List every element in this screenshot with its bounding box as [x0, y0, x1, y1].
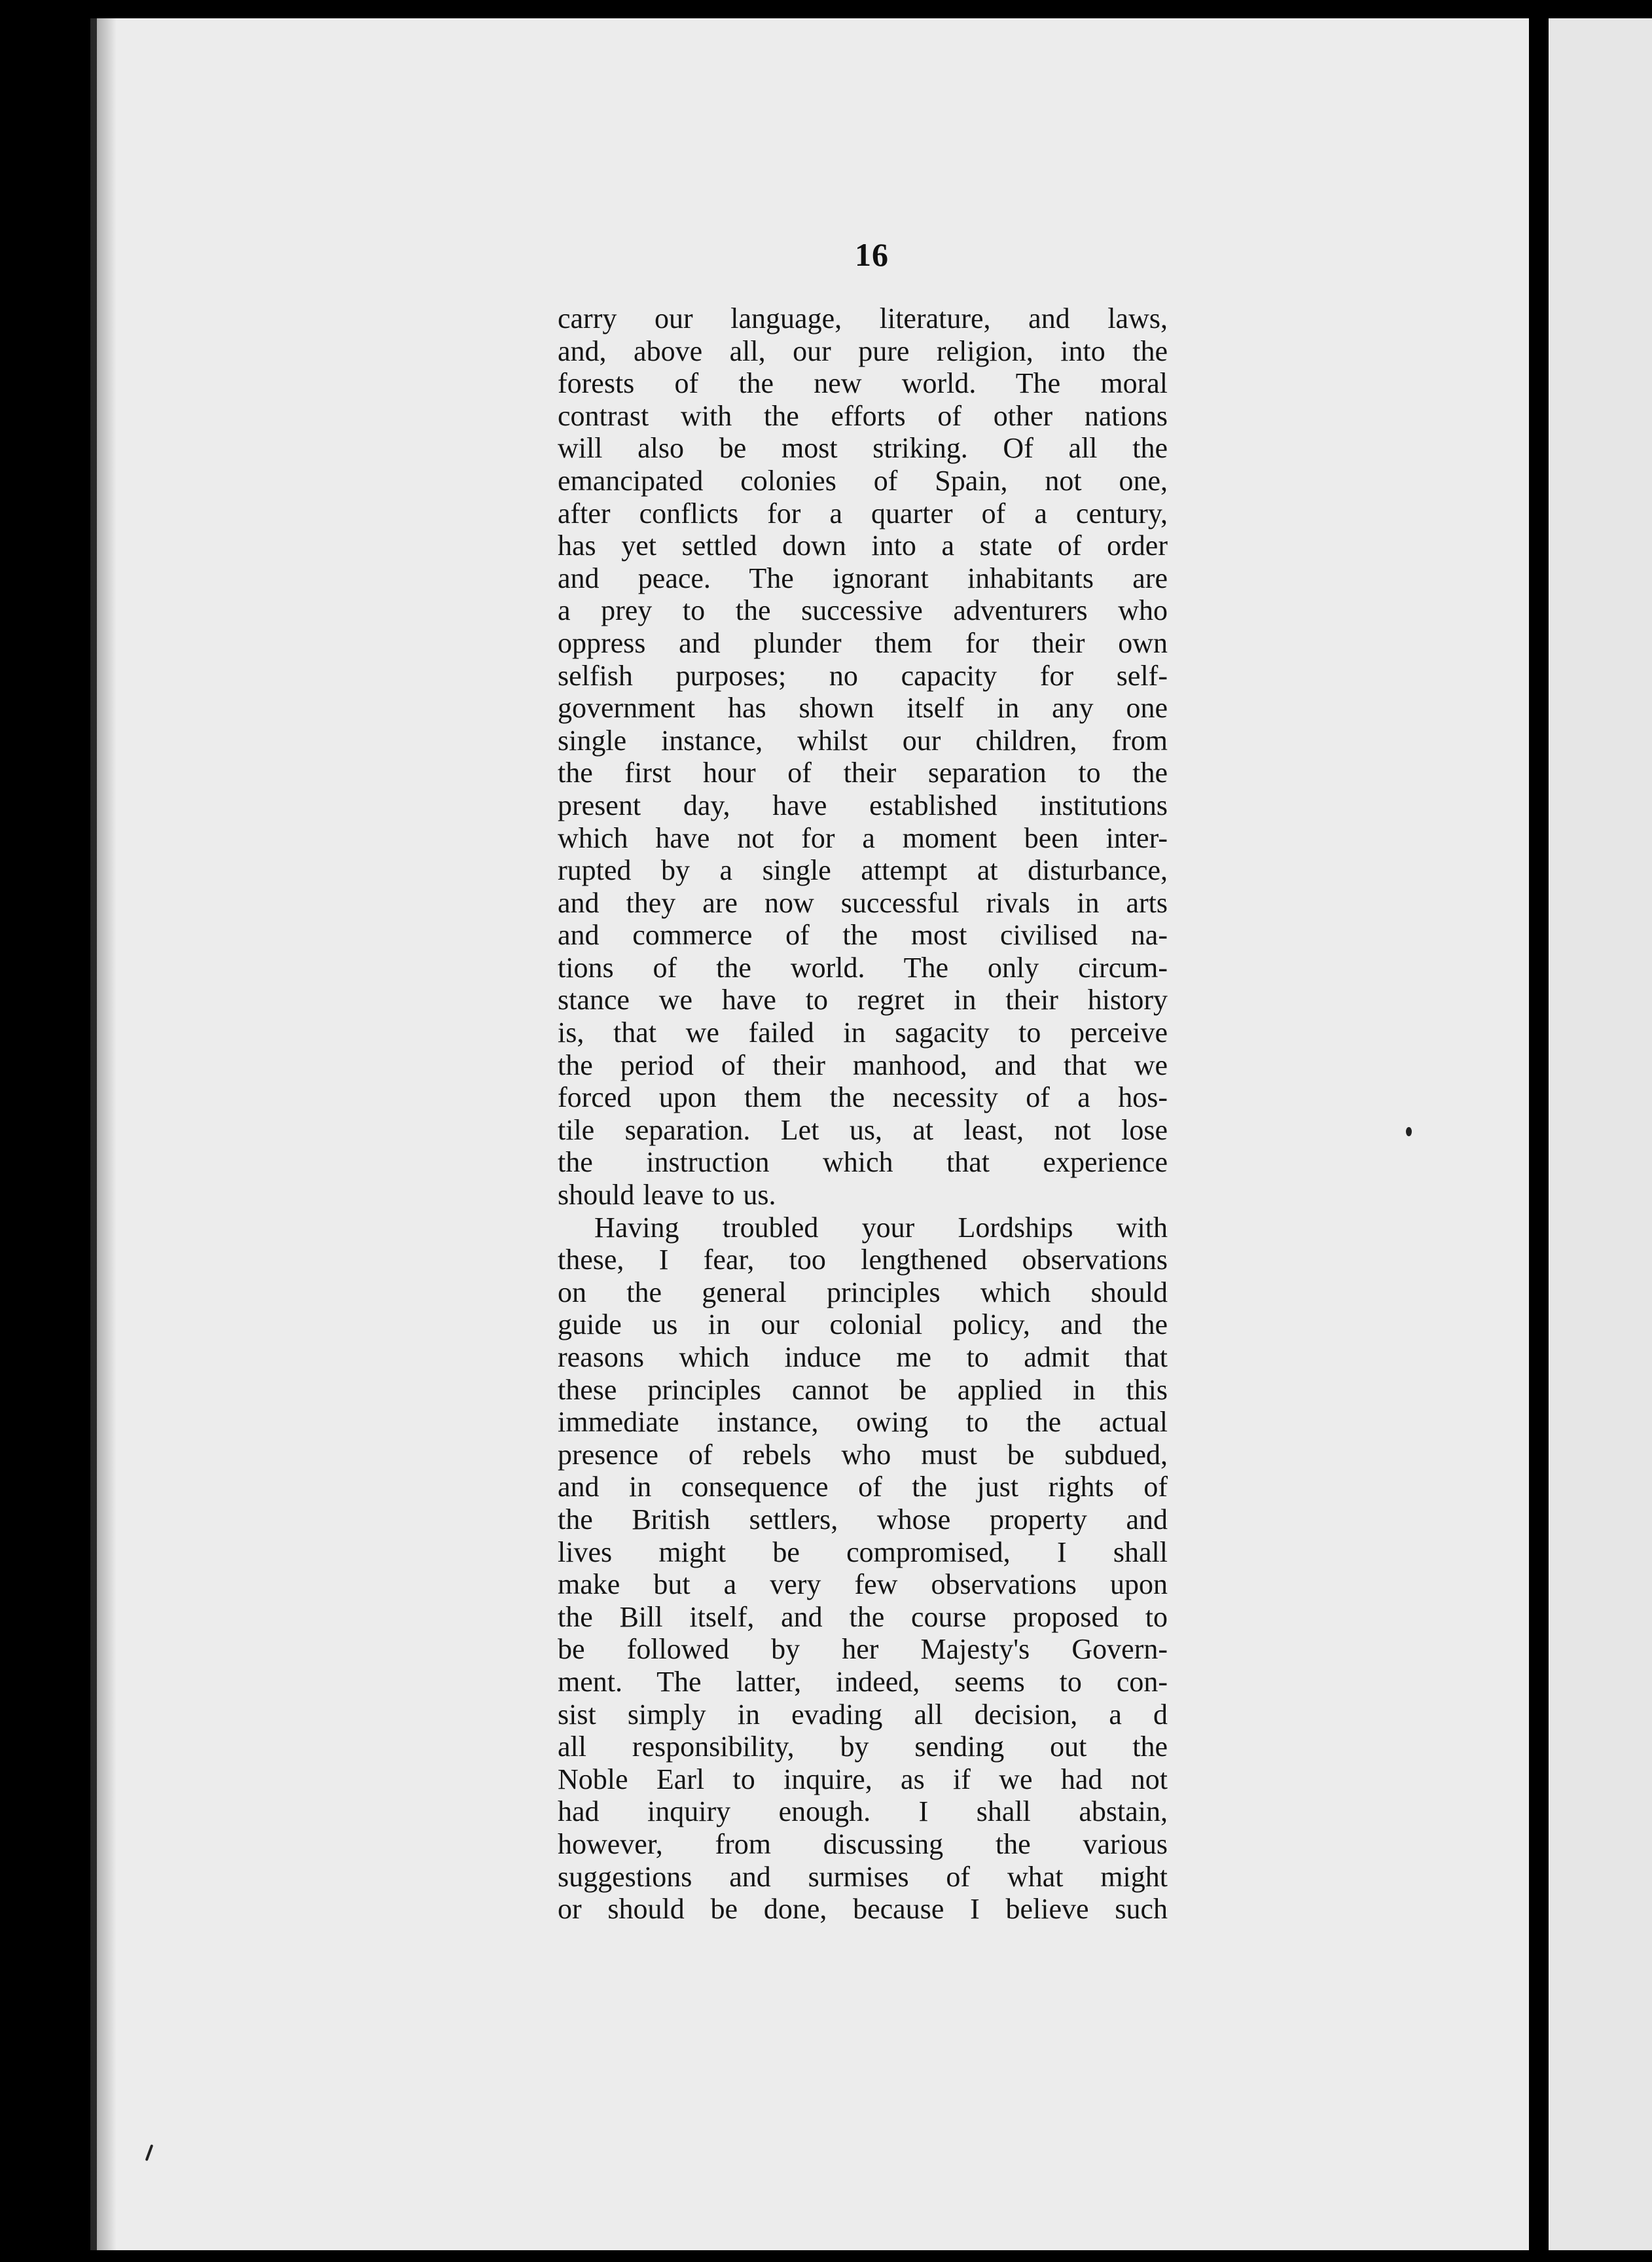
text-line: or should be done, because I believe such — [558, 1893, 1168, 1926]
text-line: tions of the world. The only circum- — [558, 951, 1168, 984]
text-line: present day, have established institutions — [558, 789, 1168, 821]
text-line: rupted by a single attempt at disturbance, — [558, 854, 1168, 887]
text-line: the instruction which that experience — [558, 1146, 1168, 1179]
text-line: sist simply in evading all decision, a d — [558, 1698, 1168, 1731]
text-line: the period of their manhood, and that we — [558, 1049, 1168, 1081]
text-line: oppress and plunder them for their own — [558, 626, 1168, 659]
text-line: guide us in our colonial policy, and the — [558, 1308, 1168, 1341]
text-line: the Bill itself, and the course proposed to — [558, 1600, 1168, 1633]
ink-speck — [1406, 1127, 1412, 1136]
paragraph-start-line: Having troubled your Lordships with — [594, 1211, 1168, 1244]
text-line: these, I fear, too lengthened observations — [558, 1244, 1168, 1276]
text-line: emancipated colonies of Spain, not one, — [558, 464, 1168, 497]
page-gutter-shadow — [90, 18, 117, 2250]
page-number — [0, 236, 1652, 274]
text-line: be followed by her Majesty's Govern- — [558, 1633, 1168, 1666]
text-line: government has shown itself in any one — [558, 692, 1168, 725]
text-line: however, from discussing the various — [558, 1827, 1168, 1860]
text-line: contrast with the efforts of other nations — [558, 399, 1168, 432]
page-number-text: 16 — [855, 236, 889, 273]
text-line: on the general principles which should — [558, 1276, 1168, 1308]
text-line: the British settlers, whose property and — [558, 1503, 1168, 1535]
text-line: suggestions and surmises of what might — [558, 1860, 1168, 1893]
text-line: presence of rebels who must be subdued, — [558, 1438, 1168, 1471]
text-line: these principles cannot be applied in this — [558, 1373, 1168, 1406]
text-line: make but a very few observations upon — [558, 1568, 1168, 1601]
text-line: is, that we failed in sagacity to perceive — [558, 1016, 1168, 1049]
text-line: a prey to the successive adventurers who — [558, 594, 1168, 627]
text-line: and peace. The ignorant inhabitants are — [558, 562, 1168, 594]
text-line: and, above all, our pure religion, into the — [558, 334, 1168, 367]
text-line: Noble Earl to inquire, as if we had not — [558, 1763, 1168, 1795]
body-text — [558, 302, 1168, 1926]
text-line: all responsibility, by sending out the — [558, 1731, 1168, 1763]
adjacent-page-edge — [1549, 18, 1652, 2250]
text-line: and they are now successful rivals in arts — [558, 886, 1168, 919]
text-line: selfish purposes; no capacity for self- — [558, 659, 1168, 692]
text-line: reasons which induce me to admit that — [558, 1341, 1168, 1373]
text-line: after conflicts for a quarter of a century, — [558, 497, 1168, 530]
text-line: forests of the new world. The moral — [558, 367, 1168, 400]
text-line: single instance, whilst our children, from — [558, 724, 1168, 757]
text-line: had inquiry enough. I shall abstain, — [558, 1795, 1168, 1828]
text-line: stance we have to regret in their history — [558, 984, 1168, 1016]
text-line: immediate instance, owing to the actual — [558, 1406, 1168, 1439]
text-line: ment. The latter, indeed, seems to con- — [558, 1665, 1168, 1698]
text-line: tile separation. Let us, at least, not lose — [558, 1113, 1168, 1146]
text-line: and in consequence of the just rights of — [558, 1471, 1168, 1503]
text-line: will also be most striking. Of all the — [558, 432, 1168, 465]
text-line: forced upon them the necessity of a hos- — [558, 1081, 1168, 1114]
text-line: the first hour of their separation to the — [558, 757, 1168, 789]
text-line: which have not for a moment been inter- — [558, 821, 1168, 854]
text-line: carry our language, literature, and laws, — [558, 302, 1168, 334]
text-line: lives might be compromised, I shall — [558, 1535, 1168, 1568]
text-line: and commerce of the most civilised na- — [558, 919, 1168, 952]
paragraph-end-line: should leave to us. — [558, 1179, 776, 1212]
text-line: has yet settled down into a state of order — [558, 530, 1168, 562]
